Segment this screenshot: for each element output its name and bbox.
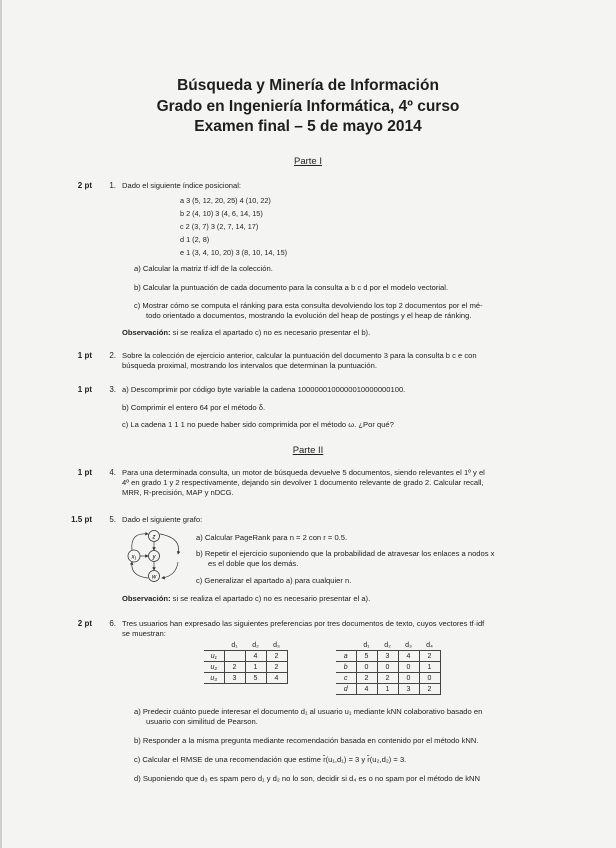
q5-part-c: c) Generalizar el apartado a) para cualquier n. xyxy=(196,576,352,585)
q6-part-d: d) Suponiendo que d₃ es spam pero d₁ y d₂ no lo son, decidir si d₄ es o no spam por el método de kNN xyxy=(134,774,481,783)
graph-node-label: w xyxy=(151,574,157,581)
course-title: Búsqueda y Minería de Información xyxy=(177,77,439,94)
q2-points: 1 pt xyxy=(77,351,92,360)
part-two-heading: Parte II xyxy=(292,445,324,456)
table-col-header: d₄ xyxy=(426,641,433,649)
graph-node-label: x₁ xyxy=(131,554,137,561)
q4-text-cont: MRR, R-precisión, MAP y nDCG. xyxy=(122,488,234,497)
index-line: a 3 (5, 12, 20, 25) 4 (10, 22) xyxy=(180,196,271,205)
q1-points: 2 pt xyxy=(77,181,92,190)
q4-text: Para una determinada consulta, un motor de búsqueda devuelve 5 documentos, siendo relevantes el 1º y el xyxy=(122,468,485,477)
graph-edge xyxy=(162,562,178,578)
ratings-table xyxy=(204,640,288,684)
q1-text: Dado el siguiente índice posicional: xyxy=(122,181,242,190)
index-line: c 2 (3, 7) 3 (2, 7, 14, 17) xyxy=(180,222,259,231)
q6-text-cont: se muestran: xyxy=(122,629,166,638)
q2-number: 2. xyxy=(109,351,116,360)
table-row: a 5 3 4 2 xyxy=(336,651,440,662)
q6-number: 6. xyxy=(109,619,116,628)
graph-edge xyxy=(132,562,148,578)
table-col-header: d₁ xyxy=(231,641,238,649)
graph-edge xyxy=(132,534,148,550)
q6-part-c: c) Calcular el RMSE de una recomendación que estime r̂(u₁,d₁) = 3 y r̂(u₂,d₂) = 3. xyxy=(134,755,407,764)
q5-observation: Observación: si se realiza el apartado c) no es necesario presentar el a). xyxy=(122,594,371,603)
q5-part-a: a) Calcular PageRank para n = 2 con r = 0.5. xyxy=(196,533,348,542)
table-row: u₂ 2 1 2 xyxy=(204,662,287,673)
table-col-header: d₂ xyxy=(384,641,391,649)
link-graph xyxy=(120,530,190,582)
table-row: d 4 1 3 2 xyxy=(336,684,440,695)
q4-text-cont: 4º en grado 1 y 2 respectivamente, dejando sin devolver 1 documento relevante de grado 2. Calcular recall, xyxy=(122,478,484,487)
q1-number: 1. xyxy=(109,181,116,190)
index-line: d 1 (2, 8) xyxy=(180,235,210,244)
index-line: e 1 (3, 4, 10, 20) 3 (8, 10, 14, 15) xyxy=(180,248,288,257)
q6-part-b: b) Responder a la misma pregunta mediante recomendación basada en contenido por el método kNN. xyxy=(134,736,479,745)
graph-node-label: y xyxy=(152,554,156,561)
table-col-header: d₂ xyxy=(252,641,259,649)
q5-text: Dado el siguiente grafo: xyxy=(122,515,203,524)
q3-part-b: b) Comprimir el entero 64 por el método δ. xyxy=(122,403,266,412)
scan-edge xyxy=(0,0,2,848)
table-col-header: d₃ xyxy=(405,641,412,649)
q5-points: 1.5 pt xyxy=(71,515,92,524)
tfidf-table xyxy=(336,640,441,695)
q6-part-a-cont: usuario con similitud de Pearson. xyxy=(146,717,258,726)
q3-part-c: c) La cadena 1 1 1 no puede haber sido comprimida por el método ω. ¿Por qué? xyxy=(122,420,394,429)
q2-text-cont: búsqueda proximal, mostrando los intervalos que determinan la puntuación. xyxy=(122,361,377,370)
q1-observation: Observación: si se realiza el apartado c) no es necesario presentar el b). xyxy=(122,328,371,337)
q5-part-b-cont: es el doble que los demás. xyxy=(208,559,299,568)
q6-text: Tres usuarios han expresado las siguientes preferencias por tres documentos de texto, cuyos vectores tf·idf xyxy=(122,619,485,628)
q1-part-c: c) Mostrar cómo se computa el ránking para esta consulta devolviendo los top 2 documentos por el mé- xyxy=(134,301,483,310)
q2-text: Sobre la colección de ejercicio anterior, calcular la puntuación del documento 3 para la consulta b c e con xyxy=(122,351,477,360)
exam-date-title: Examen final – 5 de mayo 2014 xyxy=(194,118,422,135)
graph-node-label: z xyxy=(152,534,156,541)
q5-part-b: b) Repetir el ejercicio suponiendo que la probabilidad de atravesar los enlaces a nodos x xyxy=(196,549,495,558)
q4-number: 4. xyxy=(109,468,116,477)
table-row: u₃ 3 5 4 xyxy=(204,673,287,684)
q3-points: 1 pt xyxy=(77,385,92,394)
q1-part-c-cont: todo orientado a documentos, mostrando la evolución del heap de postings y el heap de ránking. xyxy=(146,311,472,320)
part-one-heading: Parte I xyxy=(294,156,322,167)
q1-part-b: b) Calcular la puntuación de cada documento para la consulta a b c d por el modelo vectorial. xyxy=(134,283,449,292)
table-col-header: d₁ xyxy=(363,641,370,649)
table-row: c 2 2 0 0 xyxy=(336,673,440,684)
q3-part-a: a) Descomprimir por código byte variable la cadena 1000000100000010000000100. xyxy=(122,385,406,394)
index-line: b 2 (4, 10) 3 (4, 6, 14, 15) xyxy=(180,209,263,218)
q5-number: 5. xyxy=(109,515,116,524)
q6-part-a: a) Predecir cuánto puede interesar el documento d₁ al usuario u₁ mediante kNN colaborativo basado en xyxy=(134,707,483,716)
degree-title: Grado en Ingeniería Informática, 4º curso xyxy=(156,98,460,115)
q1-part-a: a) Calcular la matriz tf·idf de la colección. xyxy=(134,264,273,273)
q4-points: 1 pt xyxy=(77,468,92,477)
graph-edge xyxy=(160,534,179,554)
q3-number: 3. xyxy=(109,385,116,394)
table-col-header: d₃ xyxy=(273,641,280,649)
q6-points: 2 pt xyxy=(77,619,92,628)
table-row: b 0 0 0 1 xyxy=(336,662,440,673)
table-row: u₁ 4 2 xyxy=(204,651,287,662)
